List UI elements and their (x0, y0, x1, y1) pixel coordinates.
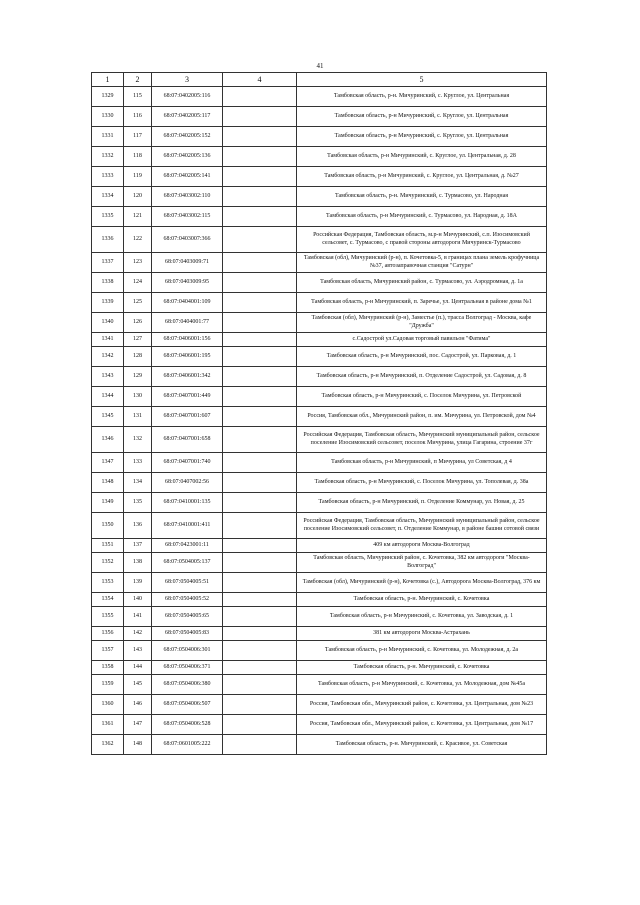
sub-number-cell: 129 (124, 367, 152, 387)
empty-cell (223, 147, 297, 167)
address-cell: Тамбовская область, р-н Мичуринский, с. Круглое, ул. Центральная, д. №27 (297, 167, 547, 187)
table-row (92, 493, 547, 513)
empty-cell (223, 573, 297, 593)
address-cell: Тамбовская область, р-н Мичуринский, п Мичурина, ул Советская, д 4 (297, 453, 547, 473)
cadastral-number-cell: 68:07:0402005:117 (152, 107, 223, 127)
row-number-cell: 1362 (92, 735, 124, 755)
address-cell: Российская Федерация, Тамбовская область, м.р-н Мичуринский, с.п. Изосимовский сельсовет, с. Турмасово, с правой стороны автодороги Мичуринск-Турмасово (297, 227, 547, 253)
sub-number-cell: 142 (124, 627, 152, 641)
sub-number-cell: 120 (124, 187, 152, 207)
cadastral-number-cell: 68:07:0407001:740 (152, 453, 223, 473)
row-number-cell: 1344 (92, 387, 124, 407)
row-number-cell: 1352 (92, 553, 124, 573)
column-header-4: 4 (223, 73, 297, 87)
sub-number-cell: 132 (124, 427, 152, 453)
cadastral-number-cell: 68:07:0504006:371 (152, 661, 223, 675)
column-header-5: 5 (297, 73, 547, 87)
sub-number-cell: 136 (124, 513, 152, 539)
address-cell: Тамбовская область, р-н Мичуринский, с. Кочетовка, ул. Заводская, д. 1 (297, 607, 547, 627)
table-row (92, 407, 547, 427)
address-cell: Тамбовская область, р-н Мичуринский, с. Поселок Мичурина, ул. Тополевая, д. 38а (297, 473, 547, 493)
table-row (92, 593, 547, 607)
table-row (92, 293, 547, 313)
cadastral-number-cell: 68:07:0406001:156 (152, 333, 223, 347)
cadastral-number-cell: 68:07:0504005:137 (152, 553, 223, 573)
empty-cell (223, 593, 297, 607)
sub-number-cell: 116 (124, 107, 152, 127)
row-number-cell: 1360 (92, 695, 124, 715)
sub-number-cell: 148 (124, 735, 152, 755)
sub-number-cell: 134 (124, 473, 152, 493)
empty-cell (223, 493, 297, 513)
table-row (92, 147, 547, 167)
table-row (92, 227, 547, 253)
table-row (92, 675, 547, 695)
table-row (92, 735, 547, 755)
sub-number-cell: 139 (124, 573, 152, 593)
address-cell: Россия, Тамбовская обл., Мичуринский район, п. им. Мичурина, ул. Петровской, дом №4 (297, 407, 547, 427)
address-cell: Тамбовская область, р-н. Мичуринский, с. Круглое, ул. Центральная (297, 87, 547, 107)
empty-cell (223, 427, 297, 453)
row-number-cell: 1329 (92, 87, 124, 107)
sub-number-cell: 130 (124, 387, 152, 407)
table-row (92, 539, 547, 553)
empty-cell (223, 715, 297, 735)
row-number-cell: 1342 (92, 347, 124, 367)
address-cell: Тамбовская область, р-н Мичуринский, с. Кочетовка, ул. Молодежная, дом №45а (297, 675, 547, 695)
row-number-cell: 1357 (92, 641, 124, 661)
sub-number-cell: 126 (124, 313, 152, 333)
row-number-cell: 1336 (92, 227, 124, 253)
empty-cell (223, 675, 297, 695)
sub-number-cell: 125 (124, 293, 152, 313)
table-row (92, 313, 547, 333)
cadastral-number-cell: 68:07:0407001:449 (152, 387, 223, 407)
row-number-cell: 1354 (92, 593, 124, 607)
cadastral-number-cell: 68:07:0406001:195 (152, 347, 223, 367)
address-cell: Тамбовская (обл), Мичуринский (р-н), п. Кочетовка-5, в границах плана земель крофучница №37, автозаправочная станция "Сатурн" (297, 253, 547, 273)
row-number-cell: 1339 (92, 293, 124, 313)
address-cell: Тамбовская область, р-н Мичуринский, с. Поселок Мичурина, ул. Петровской (297, 387, 547, 407)
table-row (92, 607, 547, 627)
cadastral-number-cell: 68:07:0402005:152 (152, 127, 223, 147)
table-row (92, 367, 547, 387)
table-row (92, 641, 547, 661)
cadastral-number-cell: 68:07:0403007:366 (152, 227, 223, 253)
sub-number-cell: 119 (124, 167, 152, 187)
row-number-cell: 1349 (92, 493, 124, 513)
sub-number-cell: 123 (124, 253, 152, 273)
row-number-cell: 1358 (92, 661, 124, 675)
empty-cell (223, 167, 297, 187)
sub-number-cell: 140 (124, 593, 152, 607)
row-number-cell: 1331 (92, 127, 124, 147)
empty-cell (223, 293, 297, 313)
row-number-cell: 1361 (92, 715, 124, 735)
table-row (92, 273, 547, 293)
row-number-cell: 1341 (92, 333, 124, 347)
sub-number-cell: 128 (124, 347, 152, 367)
table-row (92, 661, 547, 675)
sub-number-cell: 144 (124, 661, 152, 675)
cadastral-number-cell: 68:07:0504005:51 (152, 573, 223, 593)
table-row (92, 513, 547, 539)
empty-cell (223, 227, 297, 253)
address-cell: Тамбовская область, р-н. Мичуринский, с. Красивое, ул. Советская (297, 735, 547, 755)
address-cell: Тамбовская область, р-н. Мичуринский, с. Турмасово, ул. Народная (297, 187, 547, 207)
row-number-cell: 1346 (92, 427, 124, 453)
row-number-cell: 1353 (92, 573, 124, 593)
address-cell: с.Садострой ул.Садовая торговый павильон "Фатима" (297, 333, 547, 347)
address-cell: Тамбовская область, р-н Мичуринский, п. Отделение Садострой, ул. Садовая, д. 8 (297, 367, 547, 387)
empty-cell (223, 333, 297, 347)
cadastral-number-cell: 68:07:0403002:115 (152, 207, 223, 227)
empty-cell (223, 253, 297, 273)
empty-cell (223, 453, 297, 473)
cadastral-number-cell: 68:07:0404001:77 (152, 313, 223, 333)
empty-cell (223, 513, 297, 539)
page-number: 41 (316, 62, 324, 70)
table-row (92, 127, 547, 147)
cadastral-number-cell: 68:07:0423001:11 (152, 539, 223, 553)
address-cell: Тамбовская область, р-н. Мичуринский, с. Кочетовка (297, 593, 547, 607)
empty-cell (223, 553, 297, 573)
table-row (92, 87, 547, 107)
cadastral-number-cell: 68:07:0504006:507 (152, 695, 223, 715)
row-number-cell: 1343 (92, 367, 124, 387)
sub-number-cell: 135 (124, 493, 152, 513)
row-number-cell: 1340 (92, 313, 124, 333)
row-number-cell: 1337 (92, 253, 124, 273)
table-row (92, 695, 547, 715)
sub-number-cell: 117 (124, 127, 152, 147)
cadastral-number-cell: 68:07:0504005:52 (152, 593, 223, 607)
empty-cell (223, 367, 297, 387)
cadastral-number-cell: 68:07:0504006:301 (152, 641, 223, 661)
address-cell: Тамбовская область, Мичуринский район, с. Кочетовка, 382 км автодороги "Москва-Волгоград" (297, 553, 547, 573)
empty-cell (223, 207, 297, 227)
table-row (92, 427, 547, 453)
empty-cell (223, 273, 297, 293)
cadastral-number-cell: 68:07:0410001:135 (152, 493, 223, 513)
table-row (92, 333, 547, 347)
sub-number-cell: 124 (124, 273, 152, 293)
cadastral-number-cell: 68:07:0504005:83 (152, 627, 223, 641)
empty-cell (223, 473, 297, 493)
cadastral-number-cell: 68:07:0406001:342 (152, 367, 223, 387)
empty-cell (223, 735, 297, 755)
row-number-cell: 1335 (92, 207, 124, 227)
empty-cell (223, 661, 297, 675)
cadastral-number-cell: 68:07:0403009:71 (152, 253, 223, 273)
sub-number-cell: 122 (124, 227, 152, 253)
row-number-cell: 1359 (92, 675, 124, 695)
sub-number-cell: 141 (124, 607, 152, 627)
sub-number-cell: 115 (124, 87, 152, 107)
address-cell: 381 км автодороги Москва-Астрахань (297, 627, 547, 641)
address-cell: Тамбовская область, р-н Мичуринский, с. Кочетовка, ул. Молодежная, д. 2а (297, 641, 547, 661)
cadastral-number-cell: 68:07:0407002:56 (152, 473, 223, 493)
empty-cell (223, 87, 297, 107)
sub-number-cell: 137 (124, 539, 152, 553)
cadastral-number-cell: 68:07:0403009:95 (152, 273, 223, 293)
cadastral-number-cell: 68:07:0601005:222 (152, 735, 223, 755)
sub-number-cell: 131 (124, 407, 152, 427)
address-cell: Тамбовская (обл), Мичуринский (р-н), Заместье (п.), трасса Волгоград - Москва, кафе "Дружба" (297, 313, 547, 333)
table-row (92, 715, 547, 735)
row-number-cell: 1348 (92, 473, 124, 493)
column-header-1: 1 (92, 73, 124, 87)
row-number-cell: 1345 (92, 407, 124, 427)
sub-number-cell: 138 (124, 553, 152, 573)
cadastral-number-cell: 68:07:0407001:658 (152, 427, 223, 453)
row-number-cell: 1351 (92, 539, 124, 553)
row-number-cell: 1338 (92, 273, 124, 293)
address-cell: Россия, Тамбовская обл., Мичуринский район, с. Кочетовка, ул. Центральная, дом №23 (297, 695, 547, 715)
table-row (92, 187, 547, 207)
sub-number-cell: 118 (124, 147, 152, 167)
empty-cell (223, 539, 297, 553)
table-row (92, 167, 547, 187)
cadastral-number-cell: 68:07:0504006:528 (152, 715, 223, 735)
cadastral-number-cell: 68:07:0504005:65 (152, 607, 223, 627)
empty-cell (223, 187, 297, 207)
empty-cell (223, 607, 297, 627)
empty-cell (223, 695, 297, 715)
table-row (92, 347, 547, 367)
sub-number-cell: 143 (124, 641, 152, 661)
table-body (92, 87, 547, 755)
address-cell: Российская Федерация, Тамбовская область, Мичуринский муниципальный район, сельское поселение Изосимовский сельсовет, поселок Мичурина, улица Гагарина, строение 37г (297, 427, 547, 453)
row-number-cell: 1347 (92, 453, 124, 473)
table-row (92, 553, 547, 573)
empty-cell (223, 347, 297, 367)
table-row (92, 107, 547, 127)
address-cell: Российская Федерация, Тамбовская область, Мичуринский муниципальный район, сельское поселение Изосимовский сельсовет, п. Отделение Коммунар, в районе башни сотовой связи (297, 513, 547, 539)
empty-cell (223, 387, 297, 407)
register-table (91, 72, 547, 755)
row-number-cell: 1334 (92, 187, 124, 207)
address-cell: Тамбовская область, р-н Мичуринский, с. Круглое, ул. Центральная, д. 28 (297, 147, 547, 167)
table-row (92, 387, 547, 407)
cadastral-number-cell: 68:07:0402005:116 (152, 87, 223, 107)
column-header-2: 2 (124, 73, 152, 87)
empty-cell (223, 313, 297, 333)
cadastral-number-cell: 68:07:0404001:109 (152, 293, 223, 313)
address-cell: Тамбовская область, р-н Мичуринский, с. Круглое, ул. Центральная (297, 107, 547, 127)
address-cell: Тамбовская область, р-н Мичуринский, п. Заречье, ул. Центральная в районе дома №1 (297, 293, 547, 313)
empty-cell (223, 407, 297, 427)
address-cell: Тамбовская область, р-н Мичуринский, с. Турмасово, ул. Народная, д. 18А (297, 207, 547, 227)
sub-number-cell: 146 (124, 695, 152, 715)
row-number-cell: 1332 (92, 147, 124, 167)
table-row (92, 207, 547, 227)
empty-cell (223, 641, 297, 661)
sub-number-cell: 121 (124, 207, 152, 227)
row-number-cell: 1355 (92, 607, 124, 627)
table-row (92, 453, 547, 473)
address-cell: Тамбовская область, р-н Мичуринский, пос. Садострой, ул. Парковая, д. 1 (297, 347, 547, 367)
address-cell: Тамбовская область, р-н Мичуринский, с. Круглое, ул. Центральная (297, 127, 547, 147)
cadastral-number-cell: 68:07:0407001:607 (152, 407, 223, 427)
empty-cell (223, 127, 297, 147)
address-cell: 409 км автодороги Москва-Волгоград (297, 539, 547, 553)
cadastral-number-cell: 68:07:0402005:136 (152, 147, 223, 167)
address-cell: Тамбовская область, Мичуринский район, с. Турмасово, ул. Аэродромная, д. 1а (297, 273, 547, 293)
table-row (92, 573, 547, 593)
address-cell: Тамбовская область, р-н. Мичуринский, с. Кочетовка (297, 661, 547, 675)
cadastral-number-cell: 68:07:0410001:411 (152, 513, 223, 539)
table-row (92, 253, 547, 273)
empty-cell (223, 627, 297, 641)
header-row (92, 73, 547, 87)
sub-number-cell: 147 (124, 715, 152, 735)
sub-number-cell: 133 (124, 453, 152, 473)
column-header-3: 3 (152, 73, 223, 87)
row-number-cell: 1330 (92, 107, 124, 127)
empty-cell (223, 107, 297, 127)
table-row (92, 473, 547, 493)
cadastral-number-cell: 68:07:0504006:380 (152, 675, 223, 695)
address-cell: Тамбовская (обл), Мичуринский (р-н), Кочетовка (с.), Автодорога Москва-Волгоград, 376 км (297, 573, 547, 593)
row-number-cell: 1350 (92, 513, 124, 539)
address-cell: Россия, Тамбовская обл., Мичуринский район, с. Кочетовка, ул. Центральная, дом №17 (297, 715, 547, 735)
table-row (92, 627, 547, 641)
sub-number-cell: 145 (124, 675, 152, 695)
cadastral-number-cell: 68:07:0402005:141 (152, 167, 223, 187)
row-number-cell: 1333 (92, 167, 124, 187)
row-number-cell: 1356 (92, 627, 124, 641)
address-cell: Тамбовская область, р-н Мичуринский, п. Отделение Коммунар, ул. Новая, д. 25 (297, 493, 547, 513)
cadastral-number-cell: 68:07:0403002:110 (152, 187, 223, 207)
sub-number-cell: 127 (124, 333, 152, 347)
